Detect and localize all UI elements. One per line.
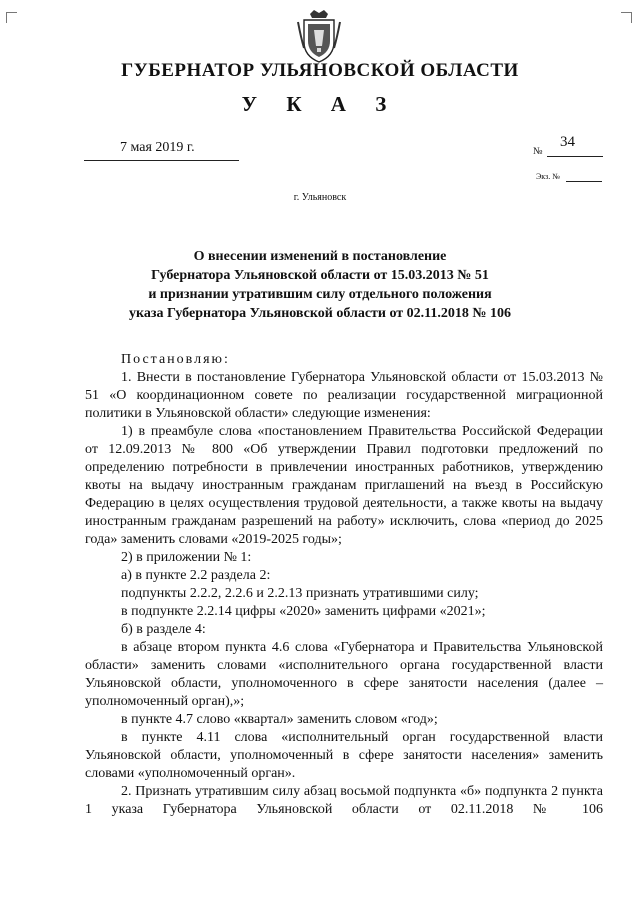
body-paragraph: 2. Признать утратившим силу абзац восьмой подпункта «б» подпункта 2 пункта 1 указа Губернатора Ульяновской области от 02.11.2018 № 106 bbox=[85, 784, 603, 817]
body-paragraph: в пункте 4.11 слова «исполнительный орган государственной власти Ульяновской области, уполномоченный в сфере занятости населения» заменить словами «уполномоченный орган». bbox=[85, 730, 603, 781]
body-paragraph: б) в разделе 4: bbox=[121, 622, 206, 637]
body-paragraph: 1. Внести в постановление Губернатора Ульяновской области от 15.03.2013 № 51 «О координационном совете по реализации государственной миграционной политики в Ульяновской области» следующие изменения: bbox=[85, 370, 603, 421]
number-sign: № bbox=[533, 146, 543, 157]
body-paragraph: 2) в приложении № 1: bbox=[121, 550, 252, 565]
document-heading bbox=[60, 247, 580, 323]
copy-number-label: Экз. № bbox=[536, 172, 560, 181]
body-paragraph: а) в пункте 2.2 раздела 2: bbox=[121, 568, 271, 583]
heading-line: и признании утратившим силу отдельного положения bbox=[148, 287, 492, 302]
heading-line: Губернатора Ульяновской области от 15.03.2013 № 51 bbox=[151, 268, 489, 283]
resolution-word: Постановляю: bbox=[121, 352, 230, 367]
scan-corner-mark-left bbox=[6, 12, 17, 23]
date-underline bbox=[84, 160, 239, 161]
document-number: 34 bbox=[560, 134, 575, 150]
body-paragraph: 1) в преамбуле слова «постановлением Правительства Российской Федерации от 12.09.2013 № 800 «Об утверждении Правил подготовки предложений по определению потребности в привлечении иностранных работников, утверждению квоты на выдачу иностранным гражданам приглашений на въезд в Российскую Федерацию в целях осуществления трудовой деятельности, а также квоты на выдачу иностранным гражданам разрешений на работу» исключить, слова «период до 2025 года» заменить словами «2019-2025 годы»; bbox=[85, 424, 603, 547]
body-paragraph: подпункты 2.2.2, 2.2.6 и 2.2.13 признать утратившими силу; bbox=[121, 586, 479, 601]
document-type-title: У К А З bbox=[241, 92, 399, 116]
issuer-title: ГУБЕРНАТОР УЛЬЯНОВСКОЙ ОБЛАСТИ bbox=[121, 60, 519, 81]
document-date: 7 мая 2019 г. bbox=[120, 140, 195, 155]
body-paragraph: в абзаце втором пункта 4.6 слова «Губернатора и Правительства Ульяновской области» заменить словами «исполнительного органа государственной власти Ульяновской области, уполномоченного в сфере занятости населения (далее – уполномоченный орган),»; bbox=[85, 640, 603, 709]
body-paragraph: в подпункте 2.2.14 цифры «2020» заменить цифрами «2021»; bbox=[121, 604, 486, 619]
copy-number-underline bbox=[566, 181, 602, 182]
number-underline bbox=[547, 156, 603, 157]
heading-line: О внесении изменений в постановление bbox=[193, 249, 447, 264]
document-body bbox=[85, 351, 603, 819]
scan-corner-mark-right bbox=[621, 12, 632, 23]
coat-of-arms-icon bbox=[296, 8, 342, 64]
body-paragraph: в пункте 4.7 слово «квартал» заменить словом «год»; bbox=[121, 712, 438, 727]
heading-line: указа Губернатора Ульяновской области от 02.11.2018 № 106 bbox=[129, 306, 511, 321]
city-name: г. Ульяновск bbox=[293, 192, 347, 203]
